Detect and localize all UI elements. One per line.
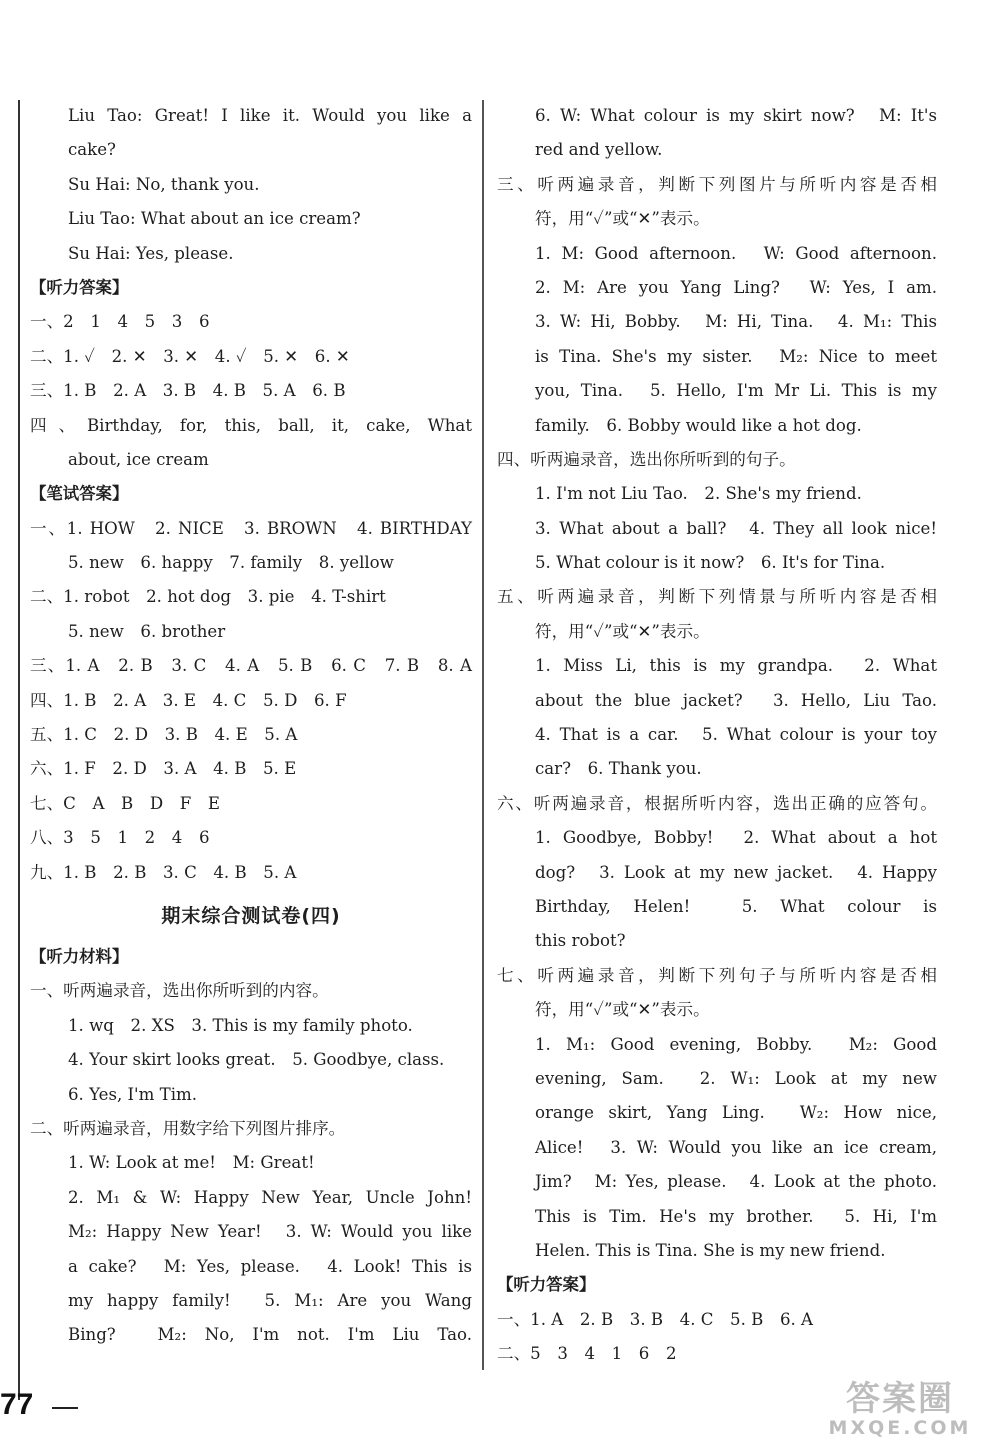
text-line: Helen. This is Tina. She is my new friend. [535, 1240, 886, 1260]
text-line: 【听力材料】 [30, 946, 129, 966]
left-column [30, 99, 472, 1353]
right-column [497, 99, 937, 1371]
text-line: evening, Sam. 2. W₁: Look at my new [535, 1068, 937, 1088]
text-line: about, ice cream [68, 449, 209, 469]
text-line: a cake? M: Yes, please. 4. Look! This is [68, 1256, 472, 1276]
text-line: 【笔试答案】 [30, 484, 129, 504]
text-line: 6. Yes, I'm Tim. [68, 1084, 198, 1104]
text-line: 八、3 5 1 2 4 6 [30, 828, 210, 848]
text-line: Jim? M: Yes, please. 4. Look at the photo. [535, 1172, 937, 1192]
text-line: 1. M₁: Good evening, Bobby. M₂: Good [535, 1034, 937, 1054]
text-line: 6. W: What colour is my skirt now? M: It's [535, 106, 937, 125]
text-line: 一、听两遍录音，选出你所听到的内容。 [30, 981, 329, 1001]
text-line: 【听力答案】 [30, 277, 129, 297]
text-line: 一、2 1 4 5 3 6 [30, 312, 210, 332]
text-line: 一、1. HOW 2. NICE 3. BROWN 4. BIRTHDAY [30, 518, 472, 538]
text-line: Alice! 3. W: Would you like an ice cream, [535, 1137, 937, 1157]
text-line: 2. M₁ & W: Happy New Year, Uncle John! [68, 1187, 472, 1207]
text-line: 三、1. A 2. B 3. C 4. A 5. B 6. C 7. B 8. A [30, 656, 472, 676]
text-line: 五、1. C 2. D 3. B 4. E 5. A [30, 725, 298, 745]
text-line: 一、1. A 2. B 3. B 4. C 5. B 6. A [497, 1309, 814, 1329]
text-line: Su Hai: No, thank you. [68, 174, 260, 194]
watermark-logo-top: 答案圈 [846, 1379, 954, 1419]
page-number-dash [52, 1407, 78, 1409]
text-line: 二、1. ✓ 2. ✕ 3. ✕ 4. ✓ 5. ✕ 6. ✕ [30, 346, 350, 366]
page-number: 77 [0, 1388, 34, 1421]
text-line: Birthday, Helen! 5. What colour is [535, 896, 937, 916]
text-line: 六、1. F 2. D 3. A 4. B 5. E [30, 759, 297, 779]
text-line: 期末综合测试卷(四) [161, 904, 341, 927]
text-line: 四、Birthday, for, this, ball, it, cake, What [30, 415, 472, 435]
text-line: 3. W: Hi, Bobby. M: Hi, Tina. 4. M₁: This [535, 312, 937, 332]
text-line: 1. M: Good afternoon. W: Good afternoon. [535, 243, 937, 263]
text-line: 九、1. B 2. B 3. C 4. B 5. A [30, 862, 297, 882]
text-line: this robot? [535, 931, 626, 951]
text-line: Bing? M₂: No, I'm not. I'm Liu Tao. [68, 1325, 472, 1345]
text-line: 5. What colour is it now? 6. It's for Tina. [535, 553, 886, 573]
text-line: M₂: Happy New Year! 3. W: Would you like [68, 1222, 472, 1242]
text-line: 七、听两遍录音，判断下列句子与所听内容是否相 [497, 965, 937, 985]
text-line: 1. W: Look at me! M: Great! [68, 1153, 315, 1173]
watermark-logo [814, 1381, 986, 1445]
text-line: 三、1. B 2. A 3. B 4. B 5. A 6. B [30, 381, 346, 401]
page-edge-line [18, 100, 20, 1400]
text-line: Liu Tao: What about an ice cream? [68, 209, 361, 229]
text-line: 二、听两遍录音，用数字给下列图片排序。 [30, 1118, 346, 1138]
text-line: 3. What about a ball? 4. They all look nice! [535, 518, 937, 538]
text-line: 四、1. B 2. A 3. E 4. C 5. D 6. F [30, 690, 347, 710]
text-line: 2. M: Are you Yang Ling? W: Yes, I am. [535, 277, 937, 297]
text-line: 1. I'm not Liu Tao. 2. She's my friend. [535, 484, 862, 504]
text-line: 七、C A B D F E [30, 793, 220, 813]
text-line: 符，用“✓”或“✕”表示。 [535, 621, 710, 641]
text-line: 【听力答案】 [497, 1275, 596, 1295]
column-divider [482, 100, 484, 1370]
text-line: 五、听两遍录音，判断下列情景与所听内容是否相 [497, 587, 937, 607]
text-line: 符，用“✓”或“✕”表示。 [535, 209, 710, 229]
text-line: Su Hai: Yes, please. [68, 243, 234, 263]
text-line: 4. That is a car. 5. What colour is your toy [535, 725, 937, 745]
text-line: 六、听两遍录音，根据所听内容，选出正确的应答句。 [497, 793, 937, 813]
text-line: my happy family! 5. M₁: Are you Wang [68, 1290, 472, 1310]
text-line: red and yellow. [535, 140, 663, 160]
text-line: 三、听两遍录音，判断下列图片与所听内容是否相 [497, 174, 937, 194]
text-line: 1. wq 2. XS 3. This is my family photo. [68, 1015, 413, 1035]
text-line: orange skirt, Yang Ling. W₂: How nice, [535, 1103, 937, 1123]
text-line: car? 6. Thank you. [535, 759, 702, 779]
text-line: 5. new 6. happy 7. family 8. yellow [68, 553, 394, 573]
text-line: 4. Your skirt looks great. 5. Goodbye, class. [68, 1050, 445, 1070]
text-line: you, Tina. 5. Hello, I'm Mr Li. This is my [535, 381, 937, 401]
text-line: Liu Tao: Great! I like it. Would you like a [68, 106, 472, 125]
text-line: family. 6. Bobby would like a hot dog. [535, 415, 862, 435]
text-line: This is Tim. He's my brother. 5. Hi, I'm [535, 1206, 937, 1226]
text-line: dog? 3. Look at my new jacket. 4. Happy [535, 862, 937, 882]
text-line: 四、听两遍录音，选出你所听到的句子。 [497, 449, 796, 469]
text-line: 5. new 6. brother [68, 621, 226, 641]
text-line: 符，用“✓”或“✕”表示。 [535, 1000, 710, 1020]
text-line: is Tina. She's my sister. M₂: Nice to meet [535, 346, 937, 366]
text-line: 二、5 3 4 1 6 2 [497, 1344, 677, 1364]
text-line: about the blue jacket? 3. Hello, Liu Tao. [535, 690, 937, 710]
watermark-logo-bottom: MXQE.COM [828, 1417, 972, 1439]
text-line: 1. Miss Li, this is my grandpa. 2. What [535, 656, 937, 676]
text-line: 二、1. robot 2. hot dog 3. pie 4. T-shirt [30, 587, 386, 607]
text-line: 1. Goodbye, Bobby! 2. What about a hot [535, 828, 937, 848]
text-line: cake? [68, 140, 116, 160]
